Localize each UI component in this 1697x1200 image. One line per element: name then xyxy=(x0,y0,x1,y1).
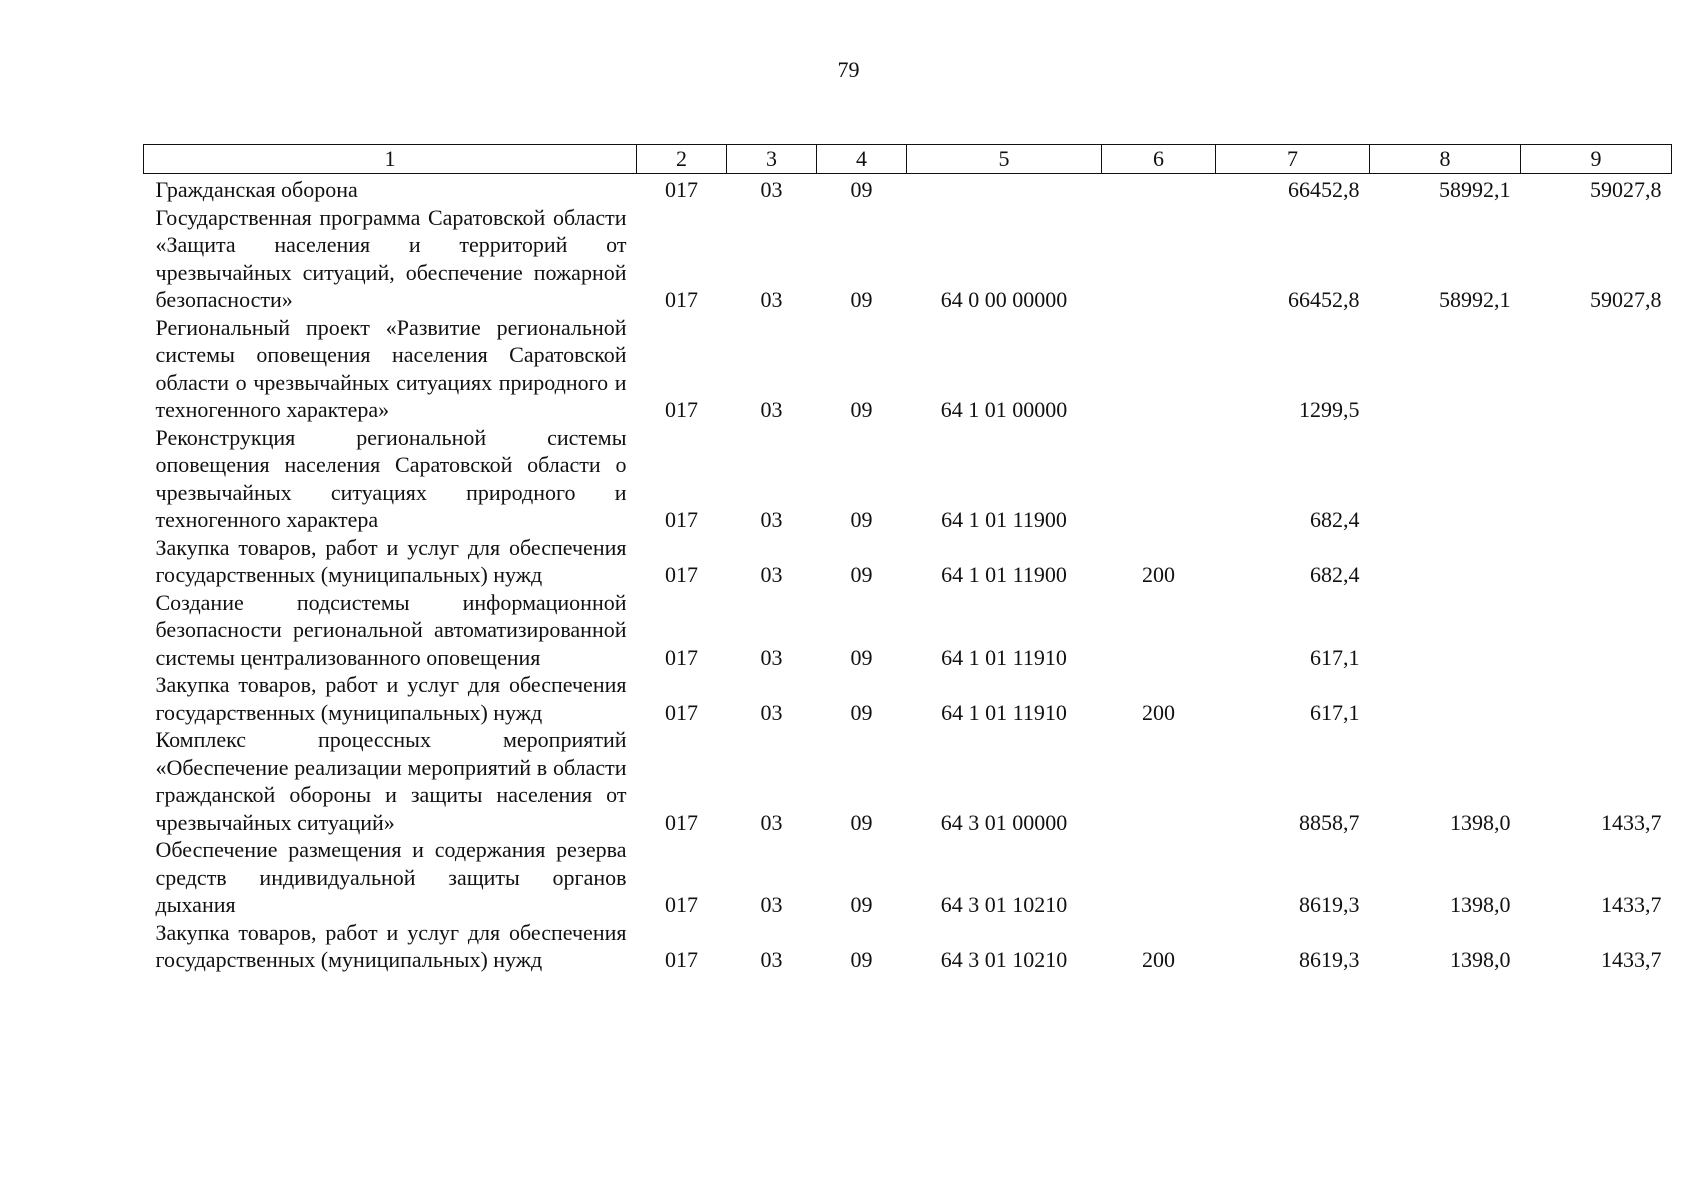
cell-col6 xyxy=(1102,204,1216,314)
cell-col2: 017 xyxy=(665,507,698,532)
table-row xyxy=(144,174,1672,204)
column-header-1: 1 xyxy=(144,145,637,174)
cell-col4: 09 xyxy=(850,287,873,312)
cell-col8 xyxy=(1370,534,1521,589)
column-header-5: 5 xyxy=(907,145,1102,174)
cell-col8: 1398,0 xyxy=(1450,947,1511,972)
cell-col4: 09 xyxy=(850,562,873,587)
cell-col7: 682,4 xyxy=(1310,507,1360,532)
cell-col8 xyxy=(1370,424,1521,534)
cell-col7: 617,1 xyxy=(1310,644,1360,670)
row-name: Государственная программа Саратовской области «Защита населения и территорий от чрезвычайных ситуаций, обеспечение пожарной безопасности» xyxy=(155,204,627,312)
cell-col6: 200 xyxy=(1142,699,1175,725)
cell-col3: 03 xyxy=(760,397,783,422)
cell-col9: 1433,7 xyxy=(1601,947,1662,972)
cell-col5: 64 1 01 00000 xyxy=(940,397,1068,422)
cell-col4: 09 xyxy=(850,397,873,422)
cell-col4: 09 xyxy=(850,947,873,972)
cell-col3: 03 xyxy=(760,507,783,532)
cell-col5: 64 3 01 10210 xyxy=(940,892,1068,917)
cell-col3: 03 xyxy=(760,699,783,725)
cell-col5 xyxy=(907,174,1102,204)
cell-col7: 1299,5 xyxy=(1299,397,1360,422)
cell-col9: 59027,8 xyxy=(1590,287,1662,312)
cell-col5: 64 0 00 00000 xyxy=(940,287,1068,312)
cell-col5: 64 1 01 11910 xyxy=(941,699,1067,725)
cell-col8 xyxy=(1370,671,1521,726)
cell-col6 xyxy=(1102,726,1216,836)
cell-col7: 8619,3 xyxy=(1299,892,1360,917)
row-name: Реконструкция региональной системы оповещения населения Саратовской области о чрезвычайных ситуациях природного и техногенного характера xyxy=(155,424,627,532)
page-number: 79 xyxy=(837,57,860,82)
cell-col9 xyxy=(1521,424,1672,534)
cell-col4: 09 xyxy=(850,507,873,532)
row-name: Закупка товаров, работ и услуг для обеспечения государственных (муниципальных) нужд xyxy=(155,919,627,972)
cell-col9 xyxy=(1521,589,1672,672)
cell-col6: 200 xyxy=(1142,947,1175,972)
column-header-8: 8 xyxy=(1370,145,1521,174)
cell-col7: 66452,8 xyxy=(1288,177,1360,202)
cell-col5: 64 1 01 11900 xyxy=(941,562,1067,587)
cell-col4: 09 xyxy=(850,644,873,670)
cell-col3: 03 xyxy=(760,947,783,972)
table-header xyxy=(144,145,1672,174)
cell-col7: 682,4 xyxy=(1310,562,1360,587)
table-body xyxy=(144,174,1672,974)
cell-col4: 09 xyxy=(850,699,873,725)
cell-col2: 017 xyxy=(665,562,698,587)
cell-col8: 58992,1 xyxy=(1439,287,1511,312)
table-row xyxy=(144,314,1672,424)
table-row xyxy=(144,204,1672,314)
cell-col6 xyxy=(1102,174,1216,204)
row-name: Обеспечение размещения и содержания резерва средств индивидуальной защиты органов дыхания xyxy=(155,837,627,917)
cell-col6 xyxy=(1102,836,1216,919)
cell-col9 xyxy=(1521,314,1672,424)
cell-col3: 03 xyxy=(760,809,783,835)
cell-col8 xyxy=(1370,589,1521,672)
cell-col5: 64 1 01 11900 xyxy=(941,507,1067,532)
cell-col8 xyxy=(1370,314,1521,424)
cell-col9: 1433,7 xyxy=(1601,809,1662,835)
cell-col3: 03 xyxy=(760,177,783,202)
table-row xyxy=(144,589,1672,672)
cell-col2: 017 xyxy=(665,397,698,422)
cell-col8: 1398,0 xyxy=(1450,809,1511,835)
column-header-9: 9 xyxy=(1521,145,1672,174)
column-header-4: 4 xyxy=(817,145,907,174)
cell-col8: 58992,1 xyxy=(1439,177,1511,202)
cell-col5: 64 3 01 10210 xyxy=(940,947,1068,972)
cell-col9: 1433,7 xyxy=(1601,892,1662,917)
column-header-3: 3 xyxy=(727,145,817,174)
cell-col3: 03 xyxy=(760,644,783,670)
cell-col7: 66452,8 xyxy=(1288,287,1360,312)
cell-col6 xyxy=(1102,589,1216,672)
cell-col2: 017 xyxy=(665,287,698,312)
cell-col4: 09 xyxy=(850,809,873,835)
cell-col2: 017 xyxy=(665,947,698,972)
cell-col5: 64 1 01 11910 xyxy=(941,644,1067,670)
column-header-6: 6 xyxy=(1102,145,1216,174)
cell-col8: 1398,0 xyxy=(1450,892,1511,917)
budget-table xyxy=(143,144,1672,974)
cell-col9 xyxy=(1521,534,1672,589)
table-row xyxy=(144,919,1672,974)
table-row xyxy=(144,534,1672,589)
table-row xyxy=(144,726,1672,836)
cell-col2: 017 xyxy=(665,644,698,670)
cell-col2: 017 xyxy=(665,699,698,725)
cell-col2: 017 xyxy=(665,809,698,835)
cell-col3: 03 xyxy=(760,562,783,587)
cell-col2: 017 xyxy=(665,892,698,917)
row-name: Закупка товаров, работ и услуг для обеспечения государственных (муниципальных) нужд xyxy=(155,672,627,725)
cell-col6 xyxy=(1102,314,1216,424)
cell-col3: 03 xyxy=(760,287,783,312)
column-header-7: 7 xyxy=(1216,145,1370,174)
column-header-2: 2 xyxy=(637,145,727,174)
cell-col7: 8619,3 xyxy=(1299,947,1360,972)
header-row xyxy=(144,145,1672,174)
table-row xyxy=(144,671,1672,726)
cell-col9: 59027,8 xyxy=(1590,177,1662,202)
cell-col5: 64 3 01 00000 xyxy=(940,809,1068,835)
row-name: Гражданская оборона xyxy=(155,177,358,202)
cell-col6: 200 xyxy=(1142,562,1175,587)
cell-col6 xyxy=(1102,424,1216,534)
row-name: Региональный проект «Развитие региональной системы оповещения населения Саратовской области о чрезвычайных ситуациях природного и техногенного характера» xyxy=(155,314,627,422)
row-name: Закупка товаров, работ и услуг для обеспечения государственных (муниципальных) нужд xyxy=(155,534,627,587)
cell-col7: 8858,7 xyxy=(1299,809,1360,835)
table-row xyxy=(144,836,1672,919)
cell-col7: 617,1 xyxy=(1310,699,1360,725)
cell-col4: 09 xyxy=(850,177,873,202)
cell-col2: 017 xyxy=(665,177,698,202)
row-name: Создание подсистемы информационной безопасности региональной автоматизированной системы централизованного оповещения xyxy=(155,589,627,670)
table-row xyxy=(144,424,1672,534)
cell-col3: 03 xyxy=(760,892,783,917)
cell-col4: 09 xyxy=(850,892,873,917)
cell-col9 xyxy=(1521,671,1672,726)
row-name: Комплекс процессных мероприятий «Обеспечение реализации мероприятий в области гражданской обороны и защиты населения от чрезвычайных ситуаций» xyxy=(155,727,627,835)
